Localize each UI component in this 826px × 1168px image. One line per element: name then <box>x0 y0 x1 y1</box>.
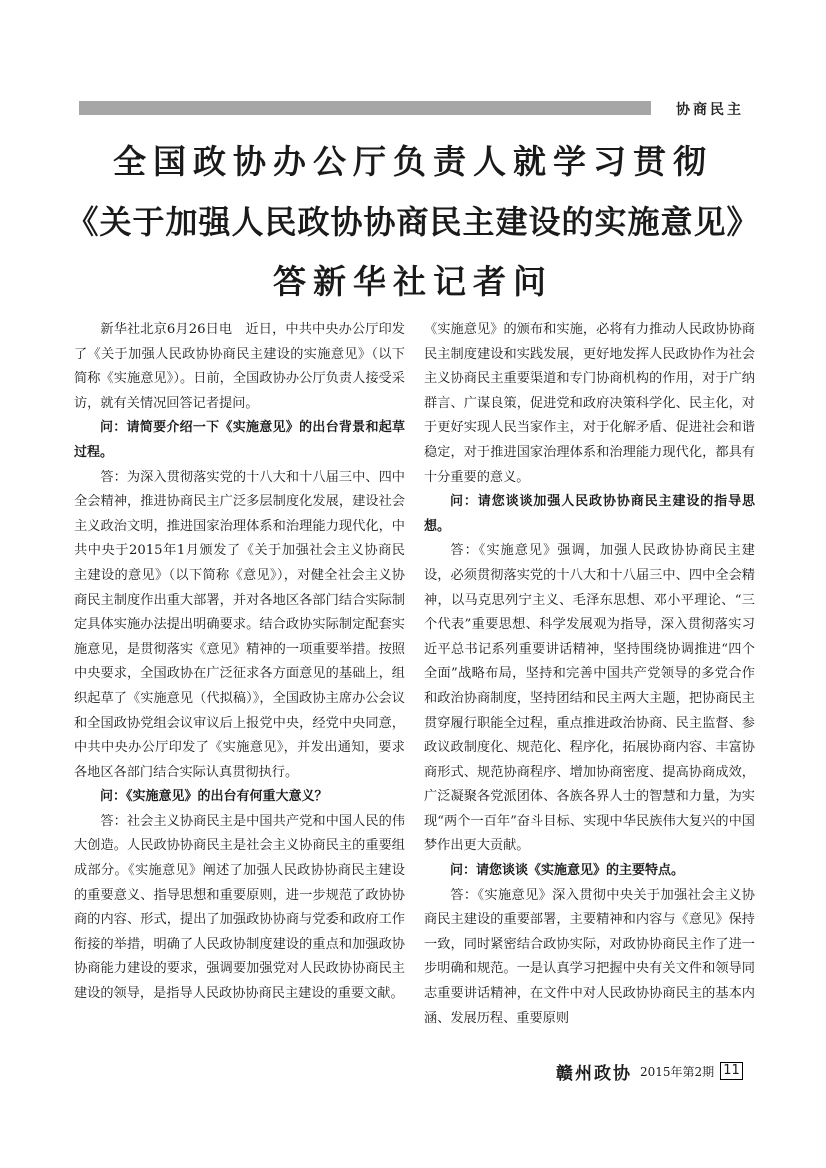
question-4: 问：请您谈谈《实施意见》的主要特点。 <box>450 863 685 879</box>
paragraph-intro: 新华社北京6月26日电 近日，中共中央办公厅印发了《关于加强人民政协协商民主建设的实施意见》（以下简称《实施意见》）。日前，全国政协办公厅负责人接受采访，就有关情况回答记者提问。 <box>74 322 405 411</box>
answer-4: 答：《实施意见》深入贯彻中央关于加强社会主义协商民主建设的重要部署，主要精神和内容与《意见》保持一致，同时紧密结合政协实际，对政协协商民主作了进一步明确和规范。一是认真学习把握中央有关文件和领导同志重要讲话精神，在文件中对人民政协协商民主的基本内涵、发展历程、重要原则 <box>424 887 755 1026</box>
left-column <box>74 318 405 1007</box>
title-line-1: 全国政协办公厅负责人就学习贯彻 <box>113 142 713 181</box>
right-column <box>424 318 755 1031</box>
page-number: 11 <box>720 1062 743 1080</box>
answer-2-continued: 《实施意见》的颁布和实施，必将有力推动人民政协协商民主制度建设和实践发展，更好地发挥人民政协作为社会主义协商民主重要渠道和专门协商机构的作用，对于广纳群言、广谋良策，促进党和政府决策科学化、民主化，对于更好实现人民当家作主，对于化解矛盾、促进社会和谐稳定，对于推进国家治理体系和治理能力现代化，都具有十分重要的意义。 <box>424 322 755 485</box>
answer-1: 答：为深入贯彻落实党的十八大和十八届三中、四中全会精神，推进协商民主广泛多层制度化发展，建设社会主义政治文明，推进国家治理体系和治理能力现代化，中共中央于2015年1月颁发了《关于加强社会主义协商民主建设的意见》（以下简称《意见》），对健全社会主义协商民主制度作出重大部署，并对各地区各部门结合实际制定具体实施办法提出明确要求。结合政协实际制定配套实施意见，是贯彻落实《意见》精神的一项重要举措。按照中央要求，全国政协在广泛征求各方面意见的基础上，组织起草了《实施意见（代拟稿）》，全国政协主席办公会议和全国政协党组会议审议后上报党中央，经党中央同意，中共中央办公厅印发了《实施意见》，并发出通知，要求各地区各部门结合实际认真贯彻执行。 <box>74 469 405 780</box>
article-title <box>0 142 826 302</box>
magazine-name: 赣州政协 <box>556 1063 632 1084</box>
answer-2: 答：社会主义协商民主是中国共产党和中国人民的伟大创造。人民政协协商民主是社会主义协商民主的重要组成部分。《实施意见》阐述了加强人民政协协商民主建设的重要意义、指导思想和重要原则，进一步规范了政协协商的内容、形式，提出了加强政协协商与党委和政府工作衔接的举措，明确了人民政协制度建设的重点和加强政协协商能力建设的要求，强调要加强党对人民政协协商民主建设的领导，是指导人民政协协商民主建设的重要文献。 <box>74 813 405 1002</box>
question-2: 问：《实施意见》的出台有何重大意义？ <box>100 789 328 805</box>
answer-3: 答：《实施意见》强调，加强人民政协协商民主建设，必须贯彻落实党的十八大和十八届三中、四中全会精神，以马克思列宁主义、毛泽东思想、邓小平理论、“三个代表”重要思想、科学发展观为指导，深入贯彻落实习近平总书记系列重要讲话精神，坚持围绕协调推进“四个全面”战略布局，坚持和完善中国共产党领导的多党合作和政治协商制度，坚持团结和民主两大主题，把协商民主贯穿履行职能全过程，重点推进政治协商、民主监督、参政议政制度化、规范化、程序化，拓展协商内容、丰富协商形式、规范协商程序、增加协商密度、提高协商成效，广泛凝聚各党派团体、各族各界人士的智慧和力量，为实现“两个一百年”奋斗目标、实现中华民族伟大复兴的中国梦作出更大贡献。 <box>424 543 755 854</box>
section-label: 协商民主 <box>676 102 744 118</box>
title-line-2: 《关于加强人民政协协商民主建设的实施意见》 <box>66 203 760 241</box>
issue-label: 2015年第2期 <box>640 1064 715 1079</box>
header-bar <box>79 101 651 115</box>
page-footer <box>556 1060 743 1082</box>
title-line-3: 答新华社记者问 <box>273 262 553 301</box>
question-1: 问：请简要介绍一下《实施意见》的出台背景和起草过程。 <box>74 420 405 460</box>
question-3: 问：请您谈谈加强人民政协协商民主建设的指导思想。 <box>424 494 755 534</box>
